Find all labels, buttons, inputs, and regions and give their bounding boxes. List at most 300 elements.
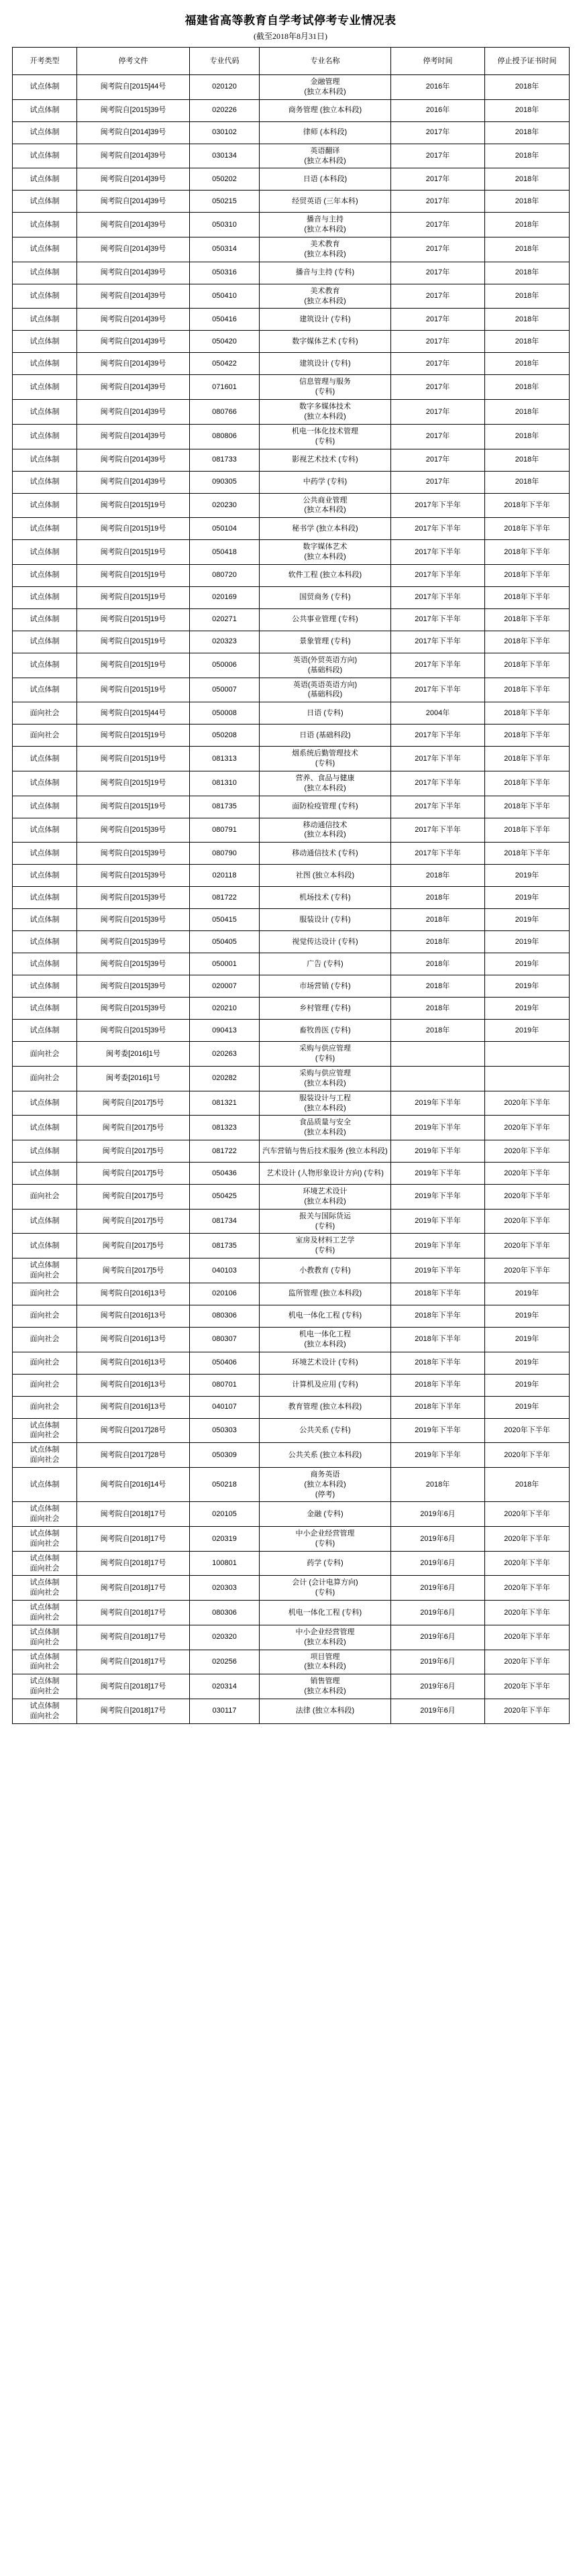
cell-document: 闽考院自[2015]39号 (77, 909, 190, 931)
cell-exam-type: 试点体制 面向社会 (13, 1674, 77, 1699)
cell-document: 闽考院自[2014]39号 (77, 375, 190, 400)
cell-cert-stop-time: 2018年下半年 (485, 702, 570, 724)
table-row (13, 1305, 570, 1327)
table-body (13, 75, 570, 1724)
cell-stop-time: 2017年下半年 (391, 747, 485, 771)
cell-document: 闽考院自[2018]17号 (77, 1650, 190, 1674)
cell-stop-time: 2017年 (391, 237, 485, 262)
table-row (13, 975, 570, 998)
table-row (13, 1467, 570, 1502)
cell-cert-stop-time: 2018年 (485, 375, 570, 400)
cell-exam-type: 试点体制 (13, 1467, 77, 1502)
table-row (13, 724, 570, 747)
cell-major-code: 081722 (190, 1140, 260, 1163)
cell-major-name: 英语(英语英语方向) (基础科段) (260, 678, 391, 702)
cell-document: 闽考院自[2015]19号 (77, 771, 190, 796)
cell-exam-type: 试点体制 (13, 887, 77, 909)
cell-document: 闽考院自[2015]39号 (77, 998, 190, 1020)
table-row (13, 931, 570, 953)
table-row (13, 191, 570, 213)
cell-stop-time: 2016年 (391, 99, 485, 121)
cell-cert-stop-time: 2020年下半年 (485, 1674, 570, 1699)
cell-major-name: 建筑设计 (专科) (260, 309, 391, 331)
cell-stop-time: 2004年 (391, 702, 485, 724)
cell-stop-time: 2016年 (391, 75, 485, 100)
table-row (13, 747, 570, 771)
cell-exam-type: 试点体制 (13, 1091, 77, 1116)
cell-major-code: 081313 (190, 747, 260, 771)
cell-major-code: 020210 (190, 998, 260, 1020)
cell-exam-type: 面向社会 (13, 1185, 77, 1210)
cell-exam-type: 试点体制 (13, 353, 77, 375)
cell-major-name: 中小企业经营管理 (独立本科段) (260, 1625, 391, 1650)
cell-document: 闽考院自[2014]39号 (77, 262, 190, 284)
cell-major-name: 经贸英语 (三年本科) (260, 191, 391, 213)
cell-major-code: 081321 (190, 1091, 260, 1116)
cell-exam-type: 试点体制 (13, 1209, 77, 1234)
cell-cert-stop-time: 2018年 (485, 99, 570, 121)
column-header-cert-stop-time: 停止授予证书时间 (485, 48, 570, 75)
cell-major-name: 公共关系 (独立本科段) (260, 1443, 391, 1468)
table-row (13, 424, 570, 449)
cell-document: 闽考院自[2014]39号 (77, 213, 190, 237)
cell-major-code: 020303 (190, 1576, 260, 1601)
cell-major-code: 050425 (190, 1185, 260, 1210)
table-row (13, 1527, 570, 1552)
cell-major-code: 050420 (190, 331, 260, 353)
cell-major-code: 030102 (190, 121, 260, 144)
cell-exam-type: 试点体制 (13, 1163, 77, 1185)
cell-cert-stop-time: 2018年 (485, 471, 570, 493)
cell-major-name: 服装设计 (专科) (260, 909, 391, 931)
cell-cert-stop-time: 2019年 (485, 1305, 570, 1327)
cell-major-code: 020118 (190, 865, 260, 887)
table-row (13, 284, 570, 309)
cell-cert-stop-time: 2020年下半年 (485, 1116, 570, 1140)
cell-cert-stop-time: 2018年下半年 (485, 608, 570, 631)
table-row (13, 1067, 570, 1091)
cell-major-code: 050104 (190, 518, 260, 540)
cell-cert-stop-time: 2018年下半年 (485, 653, 570, 678)
cell-stop-time: 2017年 (391, 168, 485, 191)
cell-stop-time: 2017年下半年 (391, 771, 485, 796)
cell-major-code: 020282 (190, 1067, 260, 1091)
table-row (13, 1625, 570, 1650)
cell-major-name: 采购与供应管理 (独立本科段) (260, 1067, 391, 1091)
cell-major-code: 020230 (190, 493, 260, 518)
cell-stop-time: 2017年 (391, 309, 485, 331)
cell-stop-time: 2017年下半年 (391, 678, 485, 702)
cell-document: 闽考院自[2016]13号 (77, 1305, 190, 1327)
cell-cert-stop-time: 2020年下半年 (485, 1699, 570, 1723)
cell-major-name: 日语 (基础科段) (260, 724, 391, 747)
cell-cert-stop-time: 2020年下半年 (485, 1551, 570, 1576)
cell-major-name: 汽车营销与售后技术服务 (独立本科段) (260, 1140, 391, 1163)
cell-cert-stop-time: 2018年 (485, 353, 570, 375)
cell-exam-type: 试点体制 (13, 865, 77, 887)
table-row (13, 1601, 570, 1625)
cell-cert-stop-time: 2020年下半年 (485, 1443, 570, 1468)
cell-document: 闽考院自[2018]17号 (77, 1674, 190, 1699)
cell-stop-time: 2017年 (391, 471, 485, 493)
cell-document: 闽考院自[2014]39号 (77, 400, 190, 425)
cell-exam-type: 试点体制 (13, 1234, 77, 1258)
column-header-major-code: 专业代码 (190, 48, 260, 75)
cell-document: 闽考院自[2016]13号 (77, 1327, 190, 1352)
cell-cert-stop-time: 2020年下半年 (485, 1625, 570, 1650)
table-row (13, 1163, 570, 1185)
cell-exam-type: 试点体制 (13, 518, 77, 540)
table-row (13, 540, 570, 565)
cell-document: 闽考院自[2015]39号 (77, 887, 190, 909)
cell-major-code: 080307 (190, 1327, 260, 1352)
cell-document: 闽考院自[2017]5号 (77, 1185, 190, 1210)
cell-cert-stop-time (485, 1067, 570, 1091)
cell-stop-time: 2018年 (391, 931, 485, 953)
cell-document: 闽考院自[2018]17号 (77, 1699, 190, 1723)
cell-document: 闽考院自[2014]39号 (77, 424, 190, 449)
table-row (13, 998, 570, 1020)
table-row (13, 493, 570, 518)
cell-major-name: 播音与主持 (独立本科段) (260, 213, 391, 237)
cell-exam-type: 试点体制 (13, 909, 77, 931)
cell-cert-stop-time: 2018年下半年 (485, 493, 570, 518)
cell-major-name: 视觉传达设计 (专科) (260, 931, 391, 953)
cell-exam-type: 试点体制 (13, 493, 77, 518)
cell-document: 闽考院自[2015]39号 (77, 953, 190, 975)
cell-major-code: 050215 (190, 191, 260, 213)
cell-stop-time: 2017年下半年 (391, 564, 485, 586)
cell-cert-stop-time: 2018年 (485, 262, 570, 284)
cell-document: 闽考院自[2015]19号 (77, 724, 190, 747)
cell-document: 闽考院自[2014]39号 (77, 449, 190, 471)
cell-cert-stop-time: 2020年下半年 (485, 1163, 570, 1185)
cell-exam-type: 面向社会 (13, 724, 77, 747)
cell-document: 闽考院自[2016]14号 (77, 1467, 190, 1502)
table-row (13, 75, 570, 100)
cell-major-code: 020226 (190, 99, 260, 121)
cell-major-code: 081735 (190, 1234, 260, 1258)
table-row (13, 1258, 570, 1283)
cell-major-code: 020169 (190, 586, 260, 608)
cell-stop-time: 2017年 (391, 262, 485, 284)
table-row (13, 796, 570, 818)
cell-cert-stop-time: 2020年下半年 (485, 1091, 570, 1116)
table-row (13, 564, 570, 586)
cell-major-code: 050418 (190, 540, 260, 565)
cell-exam-type: 试点体制 (13, 931, 77, 953)
cell-major-code: 081722 (190, 887, 260, 909)
cell-stop-time: 2018年下半年 (391, 1396, 485, 1418)
cell-document: 闽考院自[2018]17号 (77, 1625, 190, 1650)
cell-exam-type: 试点体制 (13, 213, 77, 237)
cell-exam-type: 试点体制 (13, 331, 77, 353)
table-row (13, 771, 570, 796)
cell-stop-time: 2017年 (391, 121, 485, 144)
cell-major-name: 销售管理 (独立本科段) (260, 1674, 391, 1699)
cell-cert-stop-time: 2018年下半年 (485, 724, 570, 747)
cell-major-code: 050008 (190, 702, 260, 724)
cell-cert-stop-time: 2019年 (485, 1396, 570, 1418)
cell-major-code: 080306 (190, 1601, 260, 1625)
cell-cert-stop-time: 2018年 (485, 284, 570, 309)
cell-stop-time: 2018年下半年 (391, 1305, 485, 1327)
cell-cert-stop-time: 2019年 (485, 1374, 570, 1396)
table-row (13, 1116, 570, 1140)
cell-document: 闽考院自[2017]5号 (77, 1209, 190, 1234)
cell-major-name: 机电一体化技术管理 (专科) (260, 424, 391, 449)
cell-stop-time: 2019年6月 (391, 1576, 485, 1601)
cell-exam-type: 试点体制 (13, 309, 77, 331)
cell-document: 闽考委[2016]1号 (77, 1067, 190, 1091)
cell-exam-type: 试点体制 (13, 998, 77, 1020)
cell-stop-time: 2019年下半年 (391, 1116, 485, 1140)
cell-exam-type: 面向社会 (13, 1396, 77, 1418)
cell-stop-time: 2018年 (391, 975, 485, 998)
cell-stop-time: 2017年下半年 (391, 586, 485, 608)
cell-major-name: 景象管理 (专科) (260, 631, 391, 653)
cell-major-code: 020323 (190, 631, 260, 653)
page-title: 福建省高等教育自学考试停考专业情况表 (184, 14, 397, 27)
cell-document: 闽考院自[2014]39号 (77, 144, 190, 168)
cell-document: 闽考院自[2015]39号 (77, 865, 190, 887)
cell-major-code: 050422 (190, 353, 260, 375)
cell-exam-type: 试点体制 面向社会 (13, 1625, 77, 1650)
cell-cert-stop-time: 2020年下半年 (485, 1418, 570, 1443)
cell-major-code: 090413 (190, 1020, 260, 1042)
cell-cert-stop-time: 2018年下半年 (485, 631, 570, 653)
cell-major-name: 教育管理 (独立本科段) (260, 1396, 391, 1418)
cell-cert-stop-time: 2018年下半年 (485, 818, 570, 843)
cell-major-name: 计算机及应用 (专科) (260, 1374, 391, 1396)
cell-stop-time: 2018年 (391, 865, 485, 887)
cell-exam-type: 面向社会 (13, 1327, 77, 1352)
table-row (13, 375, 570, 400)
cell-document: 闽考院自[2014]39号 (77, 191, 190, 213)
cell-cert-stop-time: 2018年下半年 (485, 771, 570, 796)
cell-major-name: 法律 (独立本科段) (260, 1699, 391, 1723)
table-row (13, 1209, 570, 1234)
cell-cert-stop-time: 2020年下半年 (485, 1258, 570, 1283)
cell-document: 闽考院自[2015]39号 (77, 975, 190, 998)
cell-document: 闽考院自[2015]19号 (77, 631, 190, 653)
cell-cert-stop-time: 2018年下半年 (485, 678, 570, 702)
cell-cert-stop-time: 2018年 (485, 237, 570, 262)
cell-major-code: 050410 (190, 284, 260, 309)
cell-major-code: 050309 (190, 1443, 260, 1468)
cell-cert-stop-time: 2019年 (485, 975, 570, 998)
cell-major-code: 080806 (190, 424, 260, 449)
cell-major-code: 080306 (190, 1305, 260, 1327)
cell-major-code: 081323 (190, 1116, 260, 1140)
cell-major-name: 社图 (独立本科段) (260, 865, 391, 887)
cell-cert-stop-time: 2019年 (485, 1020, 570, 1042)
cell-major-name: 金融 (专科) (260, 1502, 391, 1527)
cell-exam-type: 试点体制 面向社会 (13, 1443, 77, 1468)
cell-stop-time: 2017年下半年 (391, 843, 485, 865)
cell-major-code: 050202 (190, 168, 260, 191)
cell-stop-time (391, 1042, 485, 1067)
cell-stop-time: 2017年下半年 (391, 796, 485, 818)
cell-major-name: 公共商业管理 (独立本科段) (260, 493, 391, 518)
table-row (13, 1443, 570, 1468)
cell-document: 闽考院自[2014]39号 (77, 309, 190, 331)
cell-major-code: 050218 (190, 1467, 260, 1502)
cell-document: 闽考院自[2014]39号 (77, 168, 190, 191)
cell-stop-time: 2018年下半年 (391, 1352, 485, 1374)
cell-cert-stop-time: 2018年 (485, 449, 570, 471)
cell-exam-type: 试点体制 (13, 771, 77, 796)
cell-major-name: 机场技术 (专科) (260, 887, 391, 909)
cell-major-name: 英语(外贸英语方向) (基础科段) (260, 653, 391, 678)
table-row (13, 1396, 570, 1418)
cell-cert-stop-time: 2020年下半年 (485, 1601, 570, 1625)
cell-cert-stop-time: 2019年 (485, 931, 570, 953)
cell-exam-type: 试点体制 (13, 796, 77, 818)
cell-cert-stop-time: 2018年 (485, 213, 570, 237)
cell-stop-time: 2017年 (391, 144, 485, 168)
cell-major-name: 食品质量与安全 (独立本科段) (260, 1116, 391, 1140)
cell-document: 闽考院自[2016]13号 (77, 1283, 190, 1305)
cell-exam-type: 试点体制 面向社会 (13, 1699, 77, 1723)
cell-major-name: 移动通信技术 (专科) (260, 843, 391, 865)
cell-stop-time: 2019年下半年 (391, 1185, 485, 1210)
cell-major-code: 050001 (190, 953, 260, 975)
cell-document: 闽考院自[2015]44号 (77, 75, 190, 100)
table-row (13, 1140, 570, 1163)
cell-document: 闽考院自[2018]17号 (77, 1502, 190, 1527)
cell-exam-type: 试点体制 (13, 75, 77, 100)
table-row (13, 400, 570, 425)
cell-major-name: 烟系统后勤管理技术 (专科) (260, 747, 391, 771)
cell-stop-time (391, 1067, 485, 1091)
cell-major-name: 小教教育 (专科) (260, 1258, 391, 1283)
cell-stop-time: 2017年 (391, 284, 485, 309)
cell-cert-stop-time: 2020年下半年 (485, 1650, 570, 1674)
table-row (13, 1418, 570, 1443)
cell-exam-type: 试点体制 (13, 144, 77, 168)
cell-stop-time: 2017年下半年 (391, 518, 485, 540)
cell-major-code: 020319 (190, 1527, 260, 1552)
cell-major-name: 影视艺术技术 (专科) (260, 449, 391, 471)
cell-major-name: 公共关系 (专科) (260, 1418, 391, 1443)
table-row (13, 144, 570, 168)
cell-major-name: 采购与供应管理 (专科) (260, 1042, 391, 1067)
cell-major-name: 美术教育 (独立本科段) (260, 284, 391, 309)
cell-major-code: 030117 (190, 1699, 260, 1723)
cell-cert-stop-time: 2018年下半年 (485, 586, 570, 608)
cell-major-name: 播音与主持 (专科) (260, 262, 391, 284)
cell-document: 闽考院自[2017]5号 (77, 1140, 190, 1163)
cell-stop-time: 2017年 (391, 213, 485, 237)
cell-exam-type: 试点体制 (13, 424, 77, 449)
cell-major-code: 090305 (190, 471, 260, 493)
cell-major-name: 数字多媒体技术 (独立本科段) (260, 400, 391, 425)
cell-stop-time: 2019年下半年 (391, 1234, 485, 1258)
cell-major-name: 广告 (专科) (260, 953, 391, 975)
table-row (13, 1283, 570, 1305)
cell-major-name: 移动通信技术 (独立本科段) (260, 818, 391, 843)
table-row (13, 1502, 570, 1527)
cell-cert-stop-time: 2019年 (485, 953, 570, 975)
cell-stop-time: 2018年下半年 (391, 1327, 485, 1352)
cell-exam-type: 试点体制 (13, 586, 77, 608)
cell-major-code: 100801 (190, 1551, 260, 1576)
cell-major-code: 050314 (190, 237, 260, 262)
cell-exam-type: 试点体制 (13, 449, 77, 471)
cell-exam-type: 面向社会 (13, 1352, 77, 1374)
cell-stop-time: 2017年下半年 (391, 724, 485, 747)
cell-stop-time: 2017年下半年 (391, 818, 485, 843)
cell-cert-stop-time: 2020年下半年 (485, 1185, 570, 1210)
cell-major-code: 040103 (190, 1258, 260, 1283)
table-row (13, 1699, 570, 1723)
cell-document: 闽考院自[2016]13号 (77, 1396, 190, 1418)
cell-exam-type: 面向社会 (13, 1283, 77, 1305)
cell-document: 闽考院自[2017]5号 (77, 1116, 190, 1140)
cell-major-name: 畜牧兽医 (专科) (260, 1020, 391, 1042)
cell-cert-stop-time: 2018年 (485, 400, 570, 425)
cell-document: 闽考院自[2014]39号 (77, 284, 190, 309)
cell-major-code: 050406 (190, 1352, 260, 1374)
column-header-major-name: 专业名称 (260, 48, 391, 75)
table-row (13, 818, 570, 843)
cell-stop-time: 2017年 (391, 400, 485, 425)
cell-cert-stop-time: 2020年下半年 (485, 1576, 570, 1601)
cell-cert-stop-time: 2018年 (485, 75, 570, 100)
cell-cert-stop-time: 2018年 (485, 121, 570, 144)
cell-document: 闽考院自[2015]19号 (77, 493, 190, 518)
cell-document: 闽考院自[2014]39号 (77, 121, 190, 144)
cell-stop-time: 2017年 (391, 353, 485, 375)
cell-major-name: 国贸商务 (专科) (260, 586, 391, 608)
cell-exam-type: 试点体制 面向社会 (13, 1502, 77, 1527)
cell-major-code: 020120 (190, 75, 260, 100)
cell-document: 闽考院自[2018]17号 (77, 1601, 190, 1625)
cell-exam-type: 试点体制 (13, 678, 77, 702)
cell-cert-stop-time: 2019年 (485, 887, 570, 909)
table-row (13, 1551, 570, 1576)
cell-exam-type: 试点体制 (13, 400, 77, 425)
cell-exam-type: 试点体制 (13, 747, 77, 771)
cell-stop-time: 2018年 (391, 1020, 485, 1042)
cell-major-code: 050007 (190, 678, 260, 702)
cell-document: 闽考院自[2015]19号 (77, 586, 190, 608)
cell-exam-type: 试点体制 (13, 540, 77, 565)
cell-exam-type: 试点体制 (13, 191, 77, 213)
cell-exam-type: 试点体制 (13, 564, 77, 586)
table-row (13, 262, 570, 284)
cell-stop-time: 2019年6月 (391, 1699, 485, 1723)
table-row (13, 168, 570, 191)
cell-stop-time: 2019年下半年 (391, 1163, 485, 1185)
cell-document: 闽考院自[2014]39号 (77, 237, 190, 262)
table-row (13, 449, 570, 471)
cell-document: 闽考院自[2015]39号 (77, 843, 190, 865)
cell-cert-stop-time: 2018年下半年 (485, 747, 570, 771)
cell-major-name: 中药学 (专科) (260, 471, 391, 493)
table-header (13, 48, 570, 75)
cell-stop-time: 2017年下半年 (391, 631, 485, 653)
cell-exam-type: 试点体制 (13, 168, 77, 191)
cell-exam-type: 面向社会 (13, 1042, 77, 1067)
cell-document: 闽考院自[2017]5号 (77, 1258, 190, 1283)
table-row (13, 1576, 570, 1601)
cell-major-code: 071601 (190, 375, 260, 400)
cell-exam-type: 试点体制 面向社会 (13, 1650, 77, 1674)
cell-major-name: 监所管理 (独立本科段) (260, 1283, 391, 1305)
cell-major-name: 律师 (本科段) (260, 121, 391, 144)
